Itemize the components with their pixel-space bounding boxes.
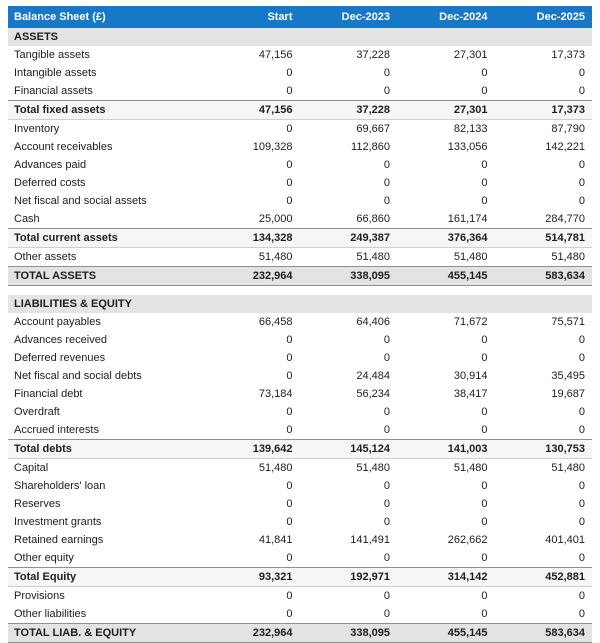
table-row bbox=[8, 82, 592, 101]
cell-value: 0 bbox=[495, 587, 593, 606]
cell-value: 0 bbox=[397, 64, 495, 82]
cell-value: 192,971 bbox=[300, 568, 398, 587]
cell-value: 0 bbox=[495, 192, 593, 210]
cell-value: 69,667 bbox=[300, 120, 398, 139]
balance-sheet-body bbox=[8, 28, 592, 643]
row-label: Financial debt bbox=[8, 385, 202, 403]
row-label: Inventory bbox=[8, 120, 202, 139]
table-row bbox=[8, 138, 592, 156]
table-row bbox=[8, 101, 592, 120]
cell-value: 47,156 bbox=[202, 101, 300, 120]
cell-value: 401,401 bbox=[495, 531, 593, 549]
cell-value: 0 bbox=[202, 513, 300, 531]
cell-value: 0 bbox=[397, 174, 495, 192]
cell-value: 0 bbox=[300, 403, 398, 421]
cell-value: 0 bbox=[495, 82, 593, 101]
column-header-dec-2023: Dec-2023 bbox=[300, 6, 398, 28]
table-row bbox=[8, 568, 592, 587]
cell-value: 249,387 bbox=[300, 229, 398, 248]
row-label: Investment grants bbox=[8, 513, 202, 531]
cell-value: 0 bbox=[300, 549, 398, 568]
row-label: Account receivables bbox=[8, 138, 202, 156]
row-label: Advances paid bbox=[8, 156, 202, 174]
cell-value: 51,480 bbox=[397, 248, 495, 267]
cell-value: 141,003 bbox=[397, 440, 495, 459]
column-header-dec-2025: Dec-2025 bbox=[495, 6, 593, 28]
cell-value: 0 bbox=[300, 495, 398, 513]
cell-value: 0 bbox=[495, 513, 593, 531]
table-row bbox=[8, 313, 592, 331]
header-row bbox=[8, 6, 592, 28]
cell-value: 0 bbox=[202, 64, 300, 82]
cell-value: 51,480 bbox=[202, 459, 300, 478]
cell-value: 0 bbox=[300, 513, 398, 531]
cell-value: 64,406 bbox=[300, 313, 398, 331]
table-row bbox=[8, 403, 592, 421]
cell-value: 145,124 bbox=[300, 440, 398, 459]
row-label: Provisions bbox=[8, 587, 202, 606]
cell-value: 37,228 bbox=[300, 46, 398, 64]
cell-value: 75,571 bbox=[495, 313, 593, 331]
cell-value: 133,056 bbox=[397, 138, 495, 156]
table-row bbox=[8, 156, 592, 174]
row-label: Advances received bbox=[8, 331, 202, 349]
row-label: TOTAL ASSETS bbox=[8, 267, 202, 286]
cell-value: 0 bbox=[397, 82, 495, 101]
cell-value: 0 bbox=[495, 174, 593, 192]
table-row bbox=[8, 46, 592, 64]
cell-value: 25,000 bbox=[202, 210, 300, 229]
table-row bbox=[8, 210, 592, 229]
cell-value: 0 bbox=[397, 349, 495, 367]
cell-value: 376,364 bbox=[397, 229, 495, 248]
cell-value: 0 bbox=[202, 477, 300, 495]
cell-value: 0 bbox=[202, 120, 300, 139]
row-label: Accrued interests bbox=[8, 421, 202, 440]
row-label: Financial assets bbox=[8, 82, 202, 101]
table-row bbox=[8, 349, 592, 367]
cell-value: 0 bbox=[202, 82, 300, 101]
cell-value: 0 bbox=[397, 156, 495, 174]
cell-value: 17,373 bbox=[495, 101, 593, 120]
cell-value: 0 bbox=[202, 367, 300, 385]
row-label: TOTAL LIAB. & EQUITY bbox=[8, 624, 202, 643]
cell-value: 24,484 bbox=[300, 367, 398, 385]
cell-value: 0 bbox=[300, 605, 398, 624]
cell-value: 27,301 bbox=[397, 101, 495, 120]
cell-value: 583,634 bbox=[495, 624, 593, 643]
cell-value: 0 bbox=[495, 331, 593, 349]
cell-value: 0 bbox=[300, 331, 398, 349]
table-row bbox=[8, 174, 592, 192]
table-row bbox=[8, 421, 592, 440]
cell-value: 0 bbox=[300, 349, 398, 367]
spacer-row bbox=[8, 286, 592, 296]
spacer-cell bbox=[8, 286, 592, 296]
cell-value: 0 bbox=[300, 421, 398, 440]
table-row bbox=[8, 531, 592, 549]
cell-value: 0 bbox=[202, 349, 300, 367]
cell-value: 51,480 bbox=[397, 459, 495, 478]
cell-value: 284,770 bbox=[495, 210, 593, 229]
cell-value: 0 bbox=[300, 192, 398, 210]
cell-value: 0 bbox=[495, 549, 593, 568]
table-row bbox=[8, 229, 592, 248]
table-row bbox=[8, 605, 592, 624]
cell-value: 51,480 bbox=[300, 459, 398, 478]
table-row bbox=[8, 440, 592, 459]
cell-value: 0 bbox=[495, 64, 593, 82]
cell-value: 0 bbox=[495, 156, 593, 174]
cell-value: 82,133 bbox=[397, 120, 495, 139]
cell-value: 232,964 bbox=[202, 624, 300, 643]
cell-value: 232,964 bbox=[202, 267, 300, 286]
cell-value: 134,328 bbox=[202, 229, 300, 248]
cell-value: 130,753 bbox=[495, 440, 593, 459]
cell-value: 0 bbox=[495, 421, 593, 440]
row-label: Tangible assets bbox=[8, 46, 202, 64]
cell-value: 0 bbox=[397, 549, 495, 568]
row-label: Other assets bbox=[8, 248, 202, 267]
row-label: Shareholders' loan bbox=[8, 477, 202, 495]
cell-value: 0 bbox=[397, 192, 495, 210]
cell-value: 51,480 bbox=[202, 248, 300, 267]
table-row bbox=[8, 587, 592, 606]
row-label: Overdraft bbox=[8, 403, 202, 421]
table-row bbox=[8, 477, 592, 495]
row-label: Total current assets bbox=[8, 229, 202, 248]
cell-value: 73,184 bbox=[202, 385, 300, 403]
cell-value: 0 bbox=[300, 174, 398, 192]
row-label: Deferred costs bbox=[8, 174, 202, 192]
balance-sheet-table bbox=[8, 6, 592, 643]
cell-value: 56,234 bbox=[300, 385, 398, 403]
table-row bbox=[8, 459, 592, 478]
cell-value: 0 bbox=[300, 156, 398, 174]
table-row bbox=[8, 28, 592, 46]
table-row bbox=[8, 192, 592, 210]
cell-value: 51,480 bbox=[495, 459, 593, 478]
table-row bbox=[8, 331, 592, 349]
cell-value: 0 bbox=[202, 421, 300, 440]
cell-value: 0 bbox=[397, 495, 495, 513]
cell-value: 0 bbox=[202, 331, 300, 349]
cell-value: 0 bbox=[495, 495, 593, 513]
cell-value: 314,142 bbox=[397, 568, 495, 587]
column-header-start: Start bbox=[202, 6, 300, 28]
cell-value: 0 bbox=[202, 495, 300, 513]
cell-value: 142,221 bbox=[495, 138, 593, 156]
cell-value: 0 bbox=[397, 587, 495, 606]
cell-value: 109,328 bbox=[202, 138, 300, 156]
cell-value: 0 bbox=[300, 477, 398, 495]
row-label: Cash bbox=[8, 210, 202, 229]
section-label: ASSETS bbox=[8, 28, 592, 46]
row-label: Other liabilities bbox=[8, 605, 202, 624]
row-label: Intangible assets bbox=[8, 64, 202, 82]
cell-value: 455,145 bbox=[397, 624, 495, 643]
cell-value: 338,095 bbox=[300, 267, 398, 286]
cell-value: 66,458 bbox=[202, 313, 300, 331]
cell-value: 93,321 bbox=[202, 568, 300, 587]
cell-value: 161,174 bbox=[397, 210, 495, 229]
row-label: Other equity bbox=[8, 549, 202, 568]
table-row bbox=[8, 385, 592, 403]
cell-value: 0 bbox=[397, 605, 495, 624]
cell-value: 0 bbox=[202, 403, 300, 421]
cell-value: 27,301 bbox=[397, 46, 495, 64]
cell-value: 141,491 bbox=[300, 531, 398, 549]
row-label: Reserves bbox=[8, 495, 202, 513]
cell-value: 0 bbox=[202, 587, 300, 606]
cell-value: 51,480 bbox=[495, 248, 593, 267]
row-label: Total Equity bbox=[8, 568, 202, 587]
cell-value: 87,790 bbox=[495, 120, 593, 139]
cell-value: 37,228 bbox=[300, 101, 398, 120]
cell-value: 71,672 bbox=[397, 313, 495, 331]
cell-value: 0 bbox=[495, 605, 593, 624]
cell-value: 35,495 bbox=[495, 367, 593, 385]
cell-value: 583,634 bbox=[495, 267, 593, 286]
cell-value: 0 bbox=[202, 192, 300, 210]
table-row bbox=[8, 367, 592, 385]
cell-value: 51,480 bbox=[300, 248, 398, 267]
table-row bbox=[8, 64, 592, 82]
cell-value: 0 bbox=[202, 605, 300, 624]
row-label: Retained earnings bbox=[8, 531, 202, 549]
table-title: Balance Sheet (£) bbox=[8, 6, 202, 28]
table-row bbox=[8, 549, 592, 568]
cell-value: 0 bbox=[397, 403, 495, 421]
table-row bbox=[8, 248, 592, 267]
cell-value: 38,417 bbox=[397, 385, 495, 403]
cell-value: 262,662 bbox=[397, 531, 495, 549]
table-row bbox=[8, 267, 592, 286]
cell-value: 0 bbox=[397, 331, 495, 349]
cell-value: 0 bbox=[202, 156, 300, 174]
cell-value: 0 bbox=[202, 174, 300, 192]
cell-value: 19,687 bbox=[495, 385, 593, 403]
cell-value: 452,881 bbox=[495, 568, 593, 587]
cell-value: 0 bbox=[300, 587, 398, 606]
cell-value: 338,095 bbox=[300, 624, 398, 643]
table-row bbox=[8, 513, 592, 531]
cell-value: 66,860 bbox=[300, 210, 398, 229]
cell-value: 0 bbox=[300, 82, 398, 101]
row-label: Total debts bbox=[8, 440, 202, 459]
row-label: Net fiscal and social assets bbox=[8, 192, 202, 210]
column-header-dec-2024: Dec-2024 bbox=[397, 6, 495, 28]
row-label: Net fiscal and social debts bbox=[8, 367, 202, 385]
table-row bbox=[8, 295, 592, 313]
cell-value: 47,156 bbox=[202, 46, 300, 64]
cell-value: 112,860 bbox=[300, 138, 398, 156]
row-label: Deferred revenues bbox=[8, 349, 202, 367]
cell-value: 0 bbox=[495, 403, 593, 421]
cell-value: 0 bbox=[397, 513, 495, 531]
cell-value: 17,373 bbox=[495, 46, 593, 64]
row-label: Account payables bbox=[8, 313, 202, 331]
table-row bbox=[8, 120, 592, 139]
table-row bbox=[8, 495, 592, 513]
cell-value: 0 bbox=[495, 349, 593, 367]
row-label: Capital bbox=[8, 459, 202, 478]
cell-value: 41,841 bbox=[202, 531, 300, 549]
cell-value: 0 bbox=[397, 421, 495, 440]
balance-sheet bbox=[8, 6, 592, 643]
cell-value: 139,642 bbox=[202, 440, 300, 459]
cell-value: 0 bbox=[397, 477, 495, 495]
cell-value: 455,145 bbox=[397, 267, 495, 286]
section-label: LIABILITIES & EQUITY bbox=[8, 295, 592, 313]
cell-value: 0 bbox=[495, 477, 593, 495]
cell-value: 0 bbox=[300, 64, 398, 82]
cell-value: 30,914 bbox=[397, 367, 495, 385]
cell-value: 0 bbox=[202, 549, 300, 568]
table-row bbox=[8, 624, 592, 643]
cell-value: 514,781 bbox=[495, 229, 593, 248]
row-label: Total fixed assets bbox=[8, 101, 202, 120]
